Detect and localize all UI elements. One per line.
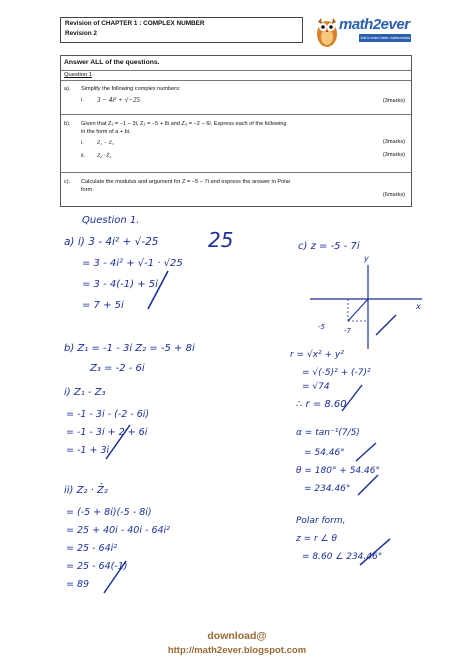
answer-drawing bbox=[60, 209, 423, 606]
answer-b-given: b) Z₁ = -1 - 3i Z₂ = -5 + 8i bbox=[64, 343, 195, 354]
answer-c-argument: = 54.46° bbox=[304, 448, 345, 458]
part-b-ii-label: ii. bbox=[81, 153, 86, 159]
answer-bii-line: = (-5 + 8i)(-5 - 8i) bbox=[66, 507, 152, 518]
part-b-i-expression: Z₁ − Z₃ bbox=[97, 140, 114, 146]
answer-bii-line: = 25 - 64(-1) bbox=[66, 561, 128, 572]
answer-a-line: = 7 + 5i bbox=[82, 300, 124, 311]
answer-c-argument: θ = 180° + 54.46° bbox=[296, 466, 380, 476]
answer-bii-line: = 25 + 40i - 40i - 64i² bbox=[66, 525, 170, 536]
axis-tick-label: -5 bbox=[318, 323, 325, 331]
tick-mark bbox=[376, 315, 396, 335]
document-header bbox=[60, 17, 303, 43]
logo-wordmark: math2ever bbox=[339, 16, 410, 33]
part-b-i-marks: (3marks) bbox=[382, 139, 405, 145]
answer-a-line: = 3 - 4(-1) + 5i bbox=[82, 279, 158, 290]
header-title: Revision of CHAPTER 1 : COMPLEX NUMBER bbox=[65, 20, 205, 27]
part-a-i-label: i. bbox=[81, 97, 84, 103]
answer-c-argument: α = tan⁻¹(7/5) bbox=[296, 428, 360, 438]
answer-b-given: Z₃ = -2 - 6i bbox=[90, 363, 145, 374]
part-a-text: Simplify the following complex numbers: bbox=[81, 86, 181, 92]
answer-c-modulus: = √74 bbox=[302, 382, 330, 392]
part-b-label: b). bbox=[64, 121, 71, 127]
score-mark: 25 bbox=[208, 228, 234, 252]
owl-icon bbox=[315, 14, 339, 48]
y-axis-label: y bbox=[364, 254, 369, 263]
axis-tick-label: -7 bbox=[344, 327, 351, 335]
answer-a-line: = 3 - 4i² + √-1 · √25 bbox=[82, 258, 183, 269]
instruction-text: Answer ALL of the questions. bbox=[64, 59, 160, 66]
answer-c-modulus: = √(-5)² + (-7)² bbox=[302, 368, 371, 378]
part-c-text-line2: form. bbox=[81, 187, 94, 193]
question-box bbox=[60, 55, 412, 207]
answer-c-polar: z = r ∠ θ bbox=[296, 534, 337, 544]
vector-line bbox=[348, 299, 368, 321]
divider bbox=[61, 172, 411, 173]
answer-c-polar: Polar form, bbox=[296, 516, 346, 526]
math2ever-logo bbox=[315, 14, 413, 50]
answer-heading: Question 1. bbox=[82, 215, 140, 226]
answer-bi-line: = -1 - 3i - (-2 - 6i) bbox=[66, 409, 150, 420]
tick-mark bbox=[148, 271, 168, 309]
answer-c-line: c) z = -5 - 7i bbox=[298, 241, 360, 252]
answer-bi-line: = -1 - 3i + 2 + 6i bbox=[66, 427, 148, 438]
part-c-label: c). bbox=[64, 179, 71, 185]
header-subtitle: Revision 2 bbox=[65, 30, 97, 37]
answer-c-argument: = 234.46° bbox=[304, 484, 351, 494]
answer-c-modulus: ∴ r = 8.60 bbox=[296, 399, 347, 410]
answer-bii-line: ii) Z₂ · Z̄₂ bbox=[64, 485, 108, 496]
divider bbox=[61, 70, 411, 71]
answer-bii-line: = 25 - 64i² bbox=[66, 543, 118, 554]
part-a-label: a). bbox=[64, 86, 71, 92]
part-a-i-marks: (3marks) bbox=[382, 98, 405, 104]
part-b-text-line2: in the form of a + bi. bbox=[81, 129, 131, 135]
answer-bi-line: i) Z₁ - Z₃ bbox=[64, 387, 106, 398]
answer-bii-line: = 89 bbox=[66, 579, 90, 590]
answer-a-line: a) i) 3 - 4i² + √-25 bbox=[64, 236, 159, 248]
part-c-text-line1: Calculate the modulus and argument for Z = −5 − 7i and express the answer in Polar bbox=[81, 179, 291, 185]
tick-mark bbox=[356, 443, 376, 461]
divider bbox=[61, 114, 411, 115]
answer-c-modulus: r = √x² + y² bbox=[290, 350, 344, 360]
question-title: Question 1 bbox=[64, 72, 93, 78]
footer-download-label: download@ bbox=[207, 630, 267, 642]
part-a-i-expression: 3 − 4i² + √−25 bbox=[97, 96, 141, 104]
tick-mark bbox=[342, 385, 362, 411]
answer-c-polar: = 8.60 ∠ 234.46° bbox=[302, 552, 383, 562]
part-b-ii-expression: Z₂ · Z̄₂ bbox=[97, 153, 112, 159]
footer-url-link[interactable]: http://math2ever.blogspot.com bbox=[167, 645, 307, 656]
logo-tagline: Just to learn basic mathematics bbox=[359, 36, 411, 40]
x-axis-label: x bbox=[416, 302, 421, 311]
answer-bi-line: = -1 + 3i bbox=[66, 445, 110, 456]
handwritten-answer-sheet bbox=[60, 209, 423, 606]
part-b-ii-marks: (3marks) bbox=[382, 152, 405, 158]
tick-mark bbox=[358, 475, 378, 495]
divider bbox=[61, 80, 411, 81]
part-b-i-label: i. bbox=[81, 140, 84, 146]
part-c-marks: (6marks) bbox=[382, 192, 405, 198]
part-b-text-line1: Given that Z₁ = −1 − 3i, Z₂ = −5 + 8i and Z₃ = −2 − 6i. Express each of the following bbox=[81, 121, 287, 127]
